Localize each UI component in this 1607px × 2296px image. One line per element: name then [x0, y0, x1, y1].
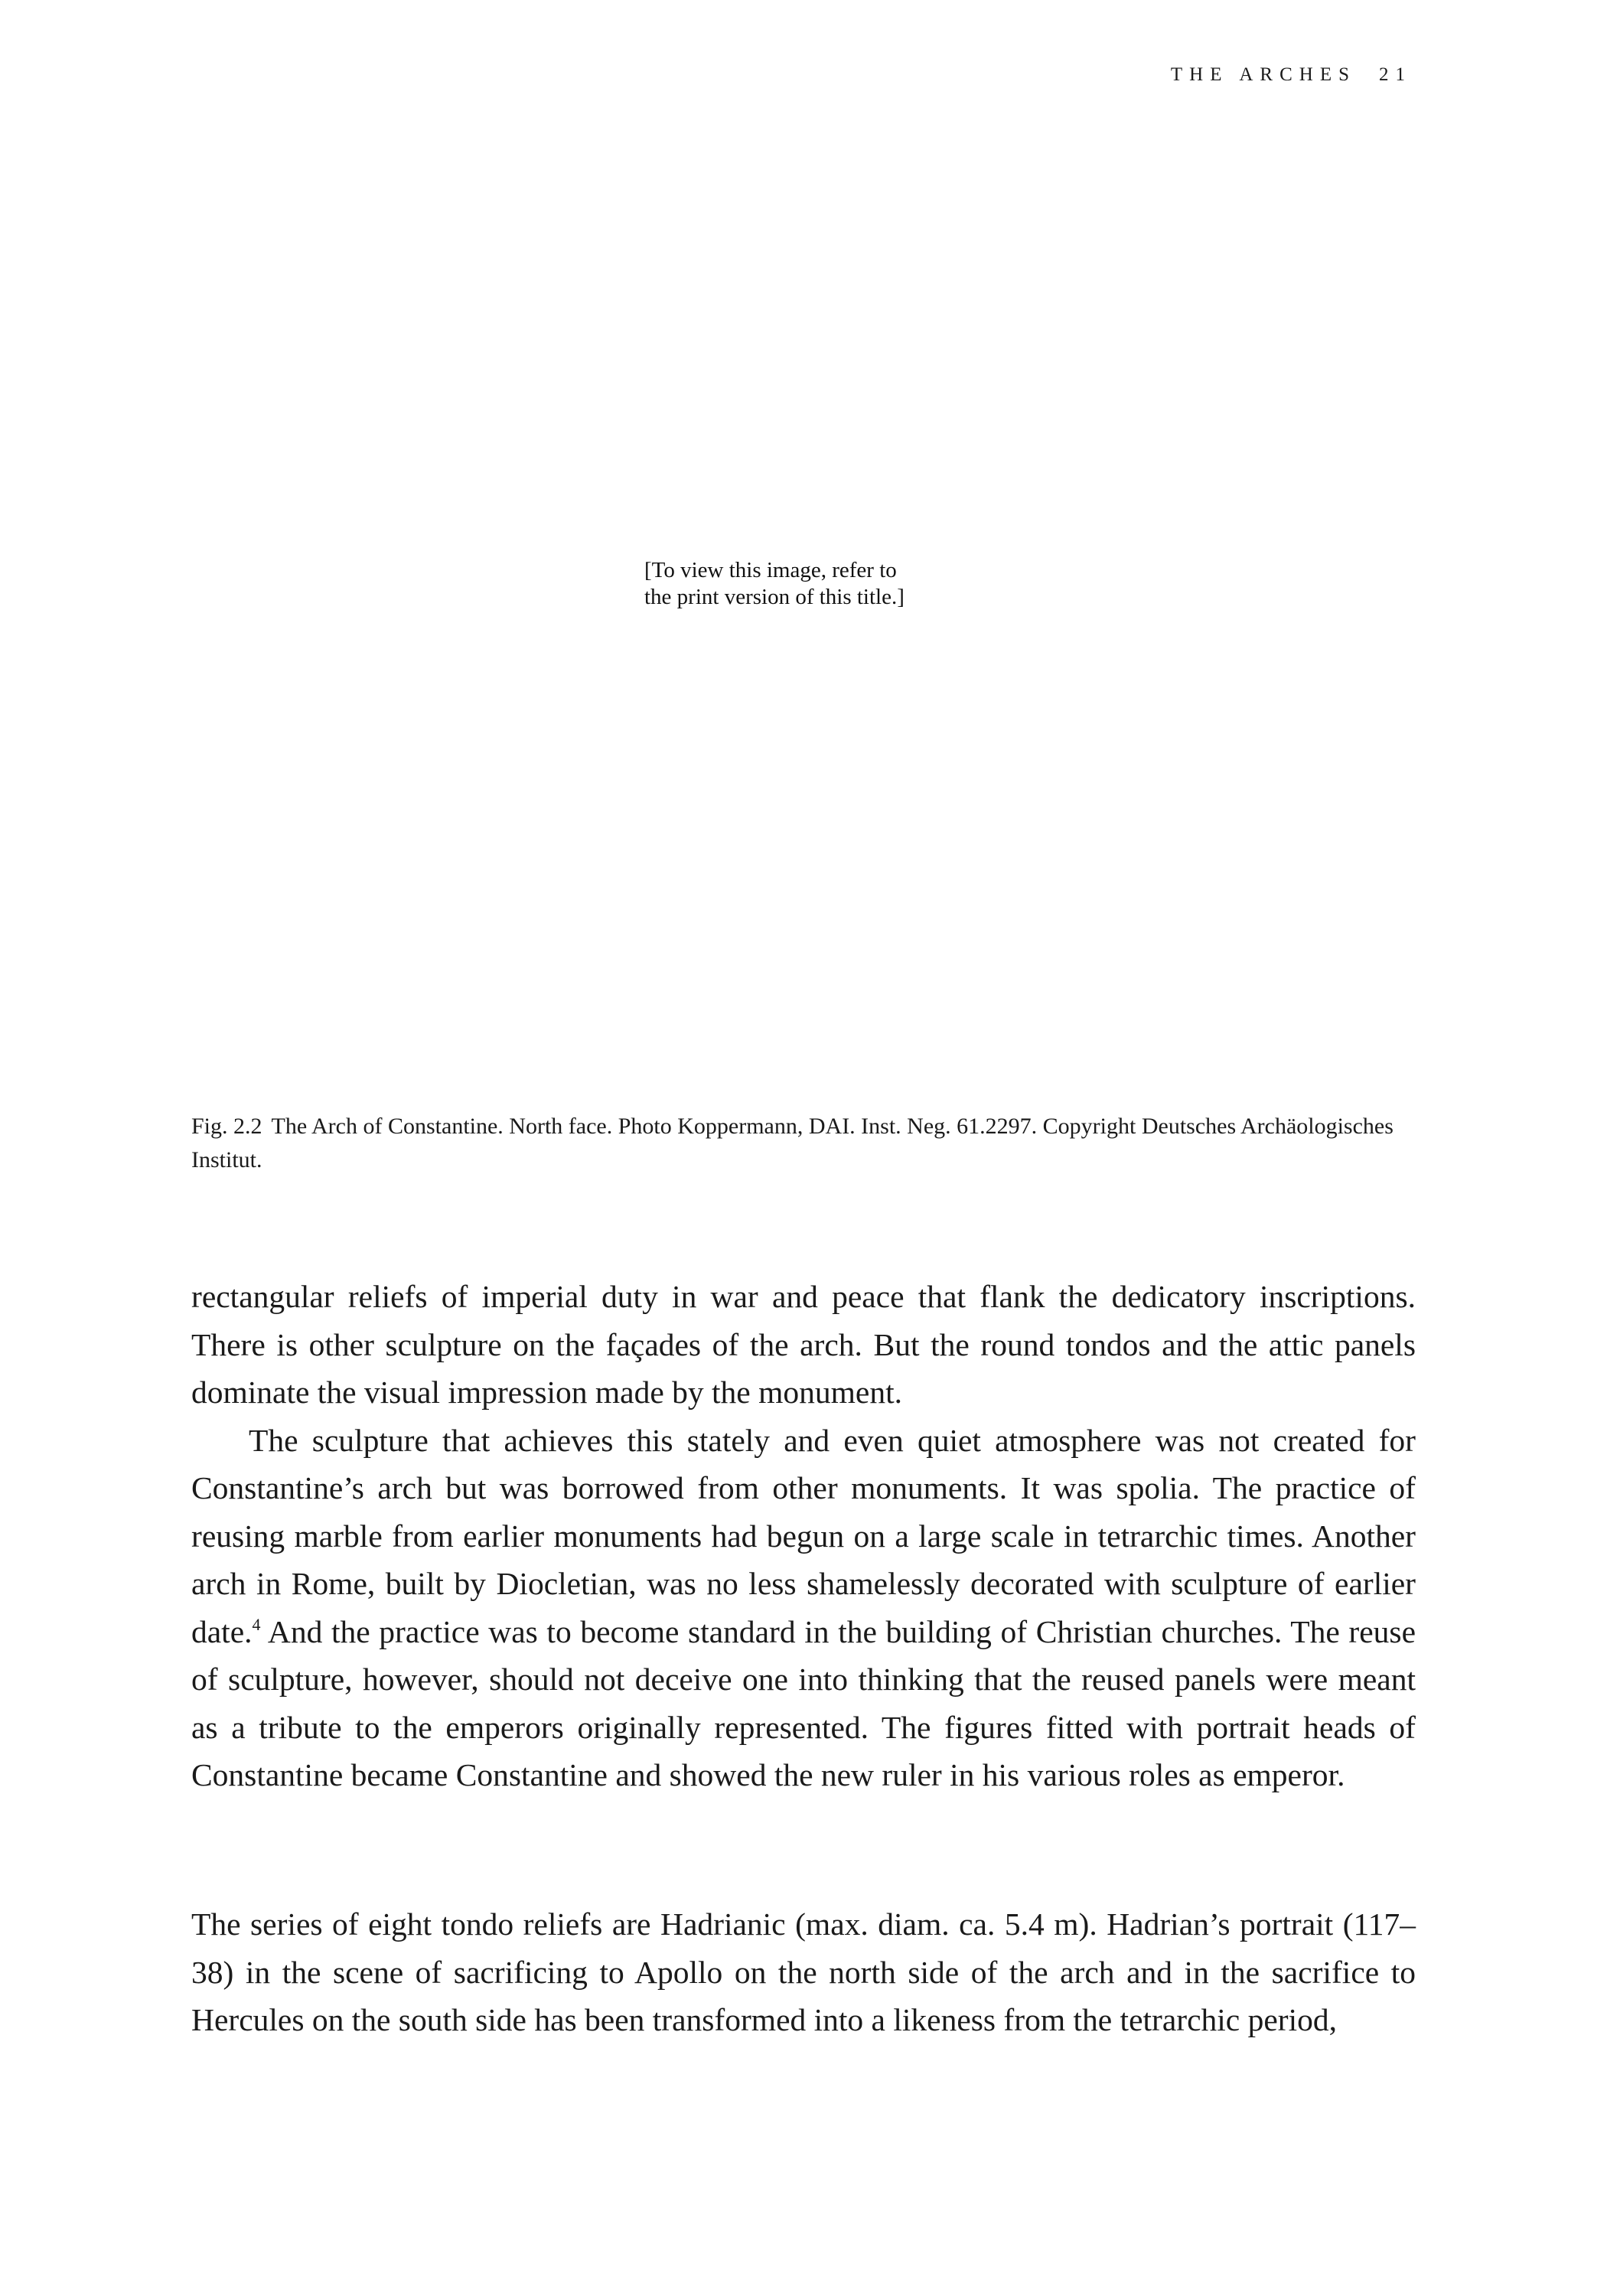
running-head	[1171, 64, 1412, 86]
paragraph-3: The series of eight tondo reliefs are Hadrianic (max. diam. ca. 5.4 m). Hadrian’s portrait (117–38) in the scene of sacrificing to Apollo on the north side of the arch and in the sacrifice to Hercules on the south side has been transformed into a likeness from the tetrarchic period,	[191, 1906, 1416, 2037]
figure-caption	[191, 1110, 1416, 1176]
page-number: 21	[1379, 64, 1412, 85]
paragraph-2	[191, 1417, 1416, 1799]
placeholder-line-1: [To view this image, refer to	[644, 558, 897, 582]
footnote-reference[interactable]: 4	[252, 1614, 261, 1634]
paragraph-2-part-2: And the practice was to become standard in the building of Christian churches. The reuse of sculpture, however, should not deceive one into thinking that the reused panels were meant as a tribute to the emperors originally represented. The figures fitted with portrait heads of Constantine became Constantine and showed the new ruler in his various roles as emperor.	[191, 1613, 1416, 1792]
paragraph-2-part-1: The sculpture that achieves this stately and even quiet atmosphere was not created for Constantine’s arch but was borrowed from other monuments. It was spolia. The practice of reusing marble from earlier monuments had begun on a large scale in tetrarchic times. Another arch in Rome, built by Diocletian, was no less shamelessly decorated with sculpture of earlier date.	[191, 1422, 1416, 1649]
paragraph-1: rectangular reliefs of imperial duty in war and peace that flank the dedicatory inscriptions. There is other sculpture on the façades of the arch. But the round tondos and the attic panels dominate the visual impression made by the monument.	[191, 1279, 1416, 1410]
running-title: THE ARCHES	[1170, 64, 1356, 85]
figure-image-placeholder	[644, 557, 981, 612]
figure-label: Fig. 2.2	[191, 1114, 262, 1139]
body-text-block-1	[191, 1273, 1416, 1799]
caption-text: The Arch of Constantine. North face. Photo Koppermann, DAI. Inst. Neg. 61.2297. Copyright Deutsches Archäologisches Institut.	[191, 1114, 1393, 1172]
body-text-block-2	[191, 1900, 1416, 2044]
placeholder-line-2: the print version of this title.]	[644, 585, 905, 610]
